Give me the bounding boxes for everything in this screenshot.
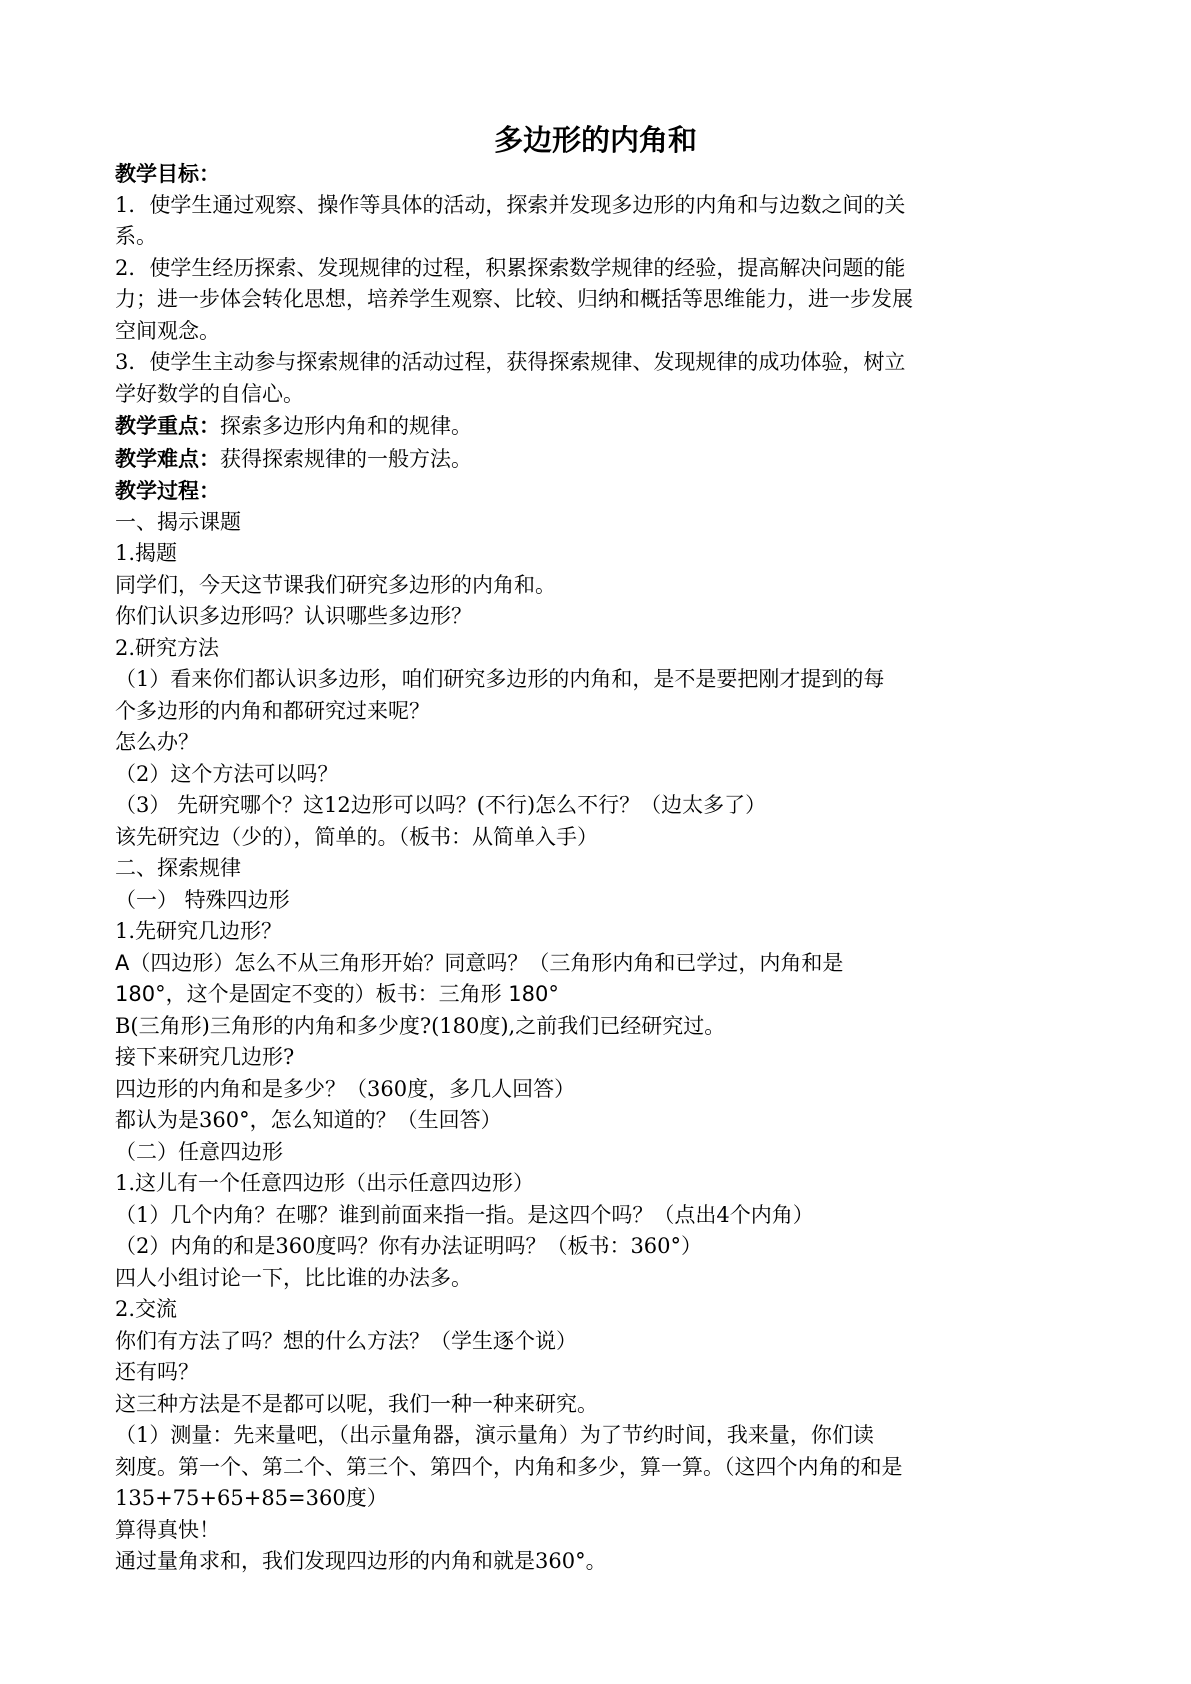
key-point-text: 探索多边形内角和的规律。 (220, 414, 472, 438)
body-line: 都认为是360°，怎么知道的？（生回答） (115, 1108, 502, 1132)
body-line: 个多边形的内角和都研究过来呢？ (115, 698, 430, 723)
body-line: 同学们，今天这节课我们研究多边形的内角和。 (115, 572, 556, 597)
body-line: （一） 特殊四边形 (115, 887, 290, 912)
body-line: 一、揭示课题 (115, 509, 241, 534)
body-line: 1.这儿有一个任意四边形（出示任意四边形） (115, 1171, 535, 1195)
objective-2-line-3: 空间观念。 (115, 318, 220, 343)
key-point-label: 教学重点： (115, 413, 220, 438)
body-line: （1）几个内角？在哪？谁到前面来指一指。是这四个吗？（点出4个内角） (115, 1202, 814, 1227)
process-heading: 教学过程： (115, 478, 220, 503)
body-line: 算得真快！ (115, 1517, 220, 1542)
body-line: 二、探索规律 (115, 856, 241, 880)
difficulty-label: 教学难点： (115, 445, 220, 471)
body-line: （1）测量：先来量吧，（出示量角器，演示量角）为了节约时间，我来量，你们读 (115, 1423, 874, 1447)
body-line: B(三角形)三角形的内角和多少度?(180度),之前我们已经研究过。 (115, 1013, 726, 1038)
body-line: 四人小组讨论一下，比比谁的办法多。 (115, 1265, 472, 1290)
objective-2-line-1: 2．使学生经历探索、发现规律的过程，积累探索数学规律的经验，提高解决问题的能 (115, 255, 906, 280)
objective-3-line-1: 3．使学生主动参与探索规律的活动过程，获得探索规律、发现规律的成功体验，树立 (115, 350, 906, 374)
body-line-a2: 180°，这个是固定不变的）板书：三角形 180° (115, 982, 559, 1006)
objective-1-line-2: 系。 (115, 224, 157, 248)
body-line: 刻度。第一个、第二个、第三个、第四个，内角和多少，算一算。（这四个内角的和是 (115, 1454, 903, 1479)
body-line: 四边形的内角和是多少？（360度，多几人回答） (115, 1076, 576, 1101)
body-line: 你们有方法了吗？想的什么方法？（学生逐个说） (115, 1328, 577, 1353)
body-line: 2.研究方法 (115, 635, 220, 660)
body-line-a1: A（四边形）怎么不从三角形开始？同意吗？（三角形内角和已学过，内角和是 (115, 950, 844, 975)
body-line: 2.交流 (115, 1297, 178, 1321)
document-title: 多边形的内角和 (493, 123, 697, 157)
body-line: 1.先研究几边形？ (115, 919, 283, 943)
body-line: （2）内角的和是360度吗？你有办法证明吗？（板书：360°） (115, 1234, 703, 1258)
body-line: （3） 先研究哪个？这12边形可以吗？(不行)怎么不行？（边太多了） (115, 793, 767, 817)
difficulty (115, 443, 1017, 476)
body-line: 怎么办？ (115, 730, 199, 754)
body-line: （2）这个方法可以吗？ (115, 761, 339, 786)
body-line: （二）任意四边形 (115, 1139, 283, 1164)
key-point (115, 410, 1017, 443)
objective-1-line-1: 1．使学生通过观察、操作等具体的活动，探索并发现多边形的内角和与边数之间的关 (115, 192, 906, 217)
body-line: 通过量角求和，我们发现四边形的内角和就是360°。 (115, 1549, 607, 1573)
body-line: 1.揭题 (115, 541, 178, 565)
body-line: （1）看来你们都认识多边形，咱们研究多边形的内角和，是不是要把刚才提到的每 (115, 667, 885, 691)
body-line: 该先研究边（少的），简单的。（板书：从简单入手） (115, 824, 598, 849)
document-body (115, 158, 1017, 1578)
objective-3-line-2: 学好数学的自信心。 (115, 381, 304, 406)
body-line: 135+75+65+85=360度） (115, 1486, 388, 1510)
objectives-heading: 教学目标： (115, 161, 220, 186)
body-line: 接下来研究几边形? (115, 1045, 295, 1069)
difficulty-text: 获得探索规律的一般方法。 (220, 446, 472, 471)
body-line: 还有吗？ (115, 1360, 199, 1384)
body-line: 你们认识多边形吗？认识哪些多边形？ (115, 604, 472, 628)
objective-2-line-2: 力；进一步体会转化思想，培养学生观察、比较、归纳和概括等思维能力，进一步发展 (115, 287, 913, 311)
body-line: 这三种方法是不是都可以呢，我们一种一种来研究。 (115, 1391, 598, 1416)
